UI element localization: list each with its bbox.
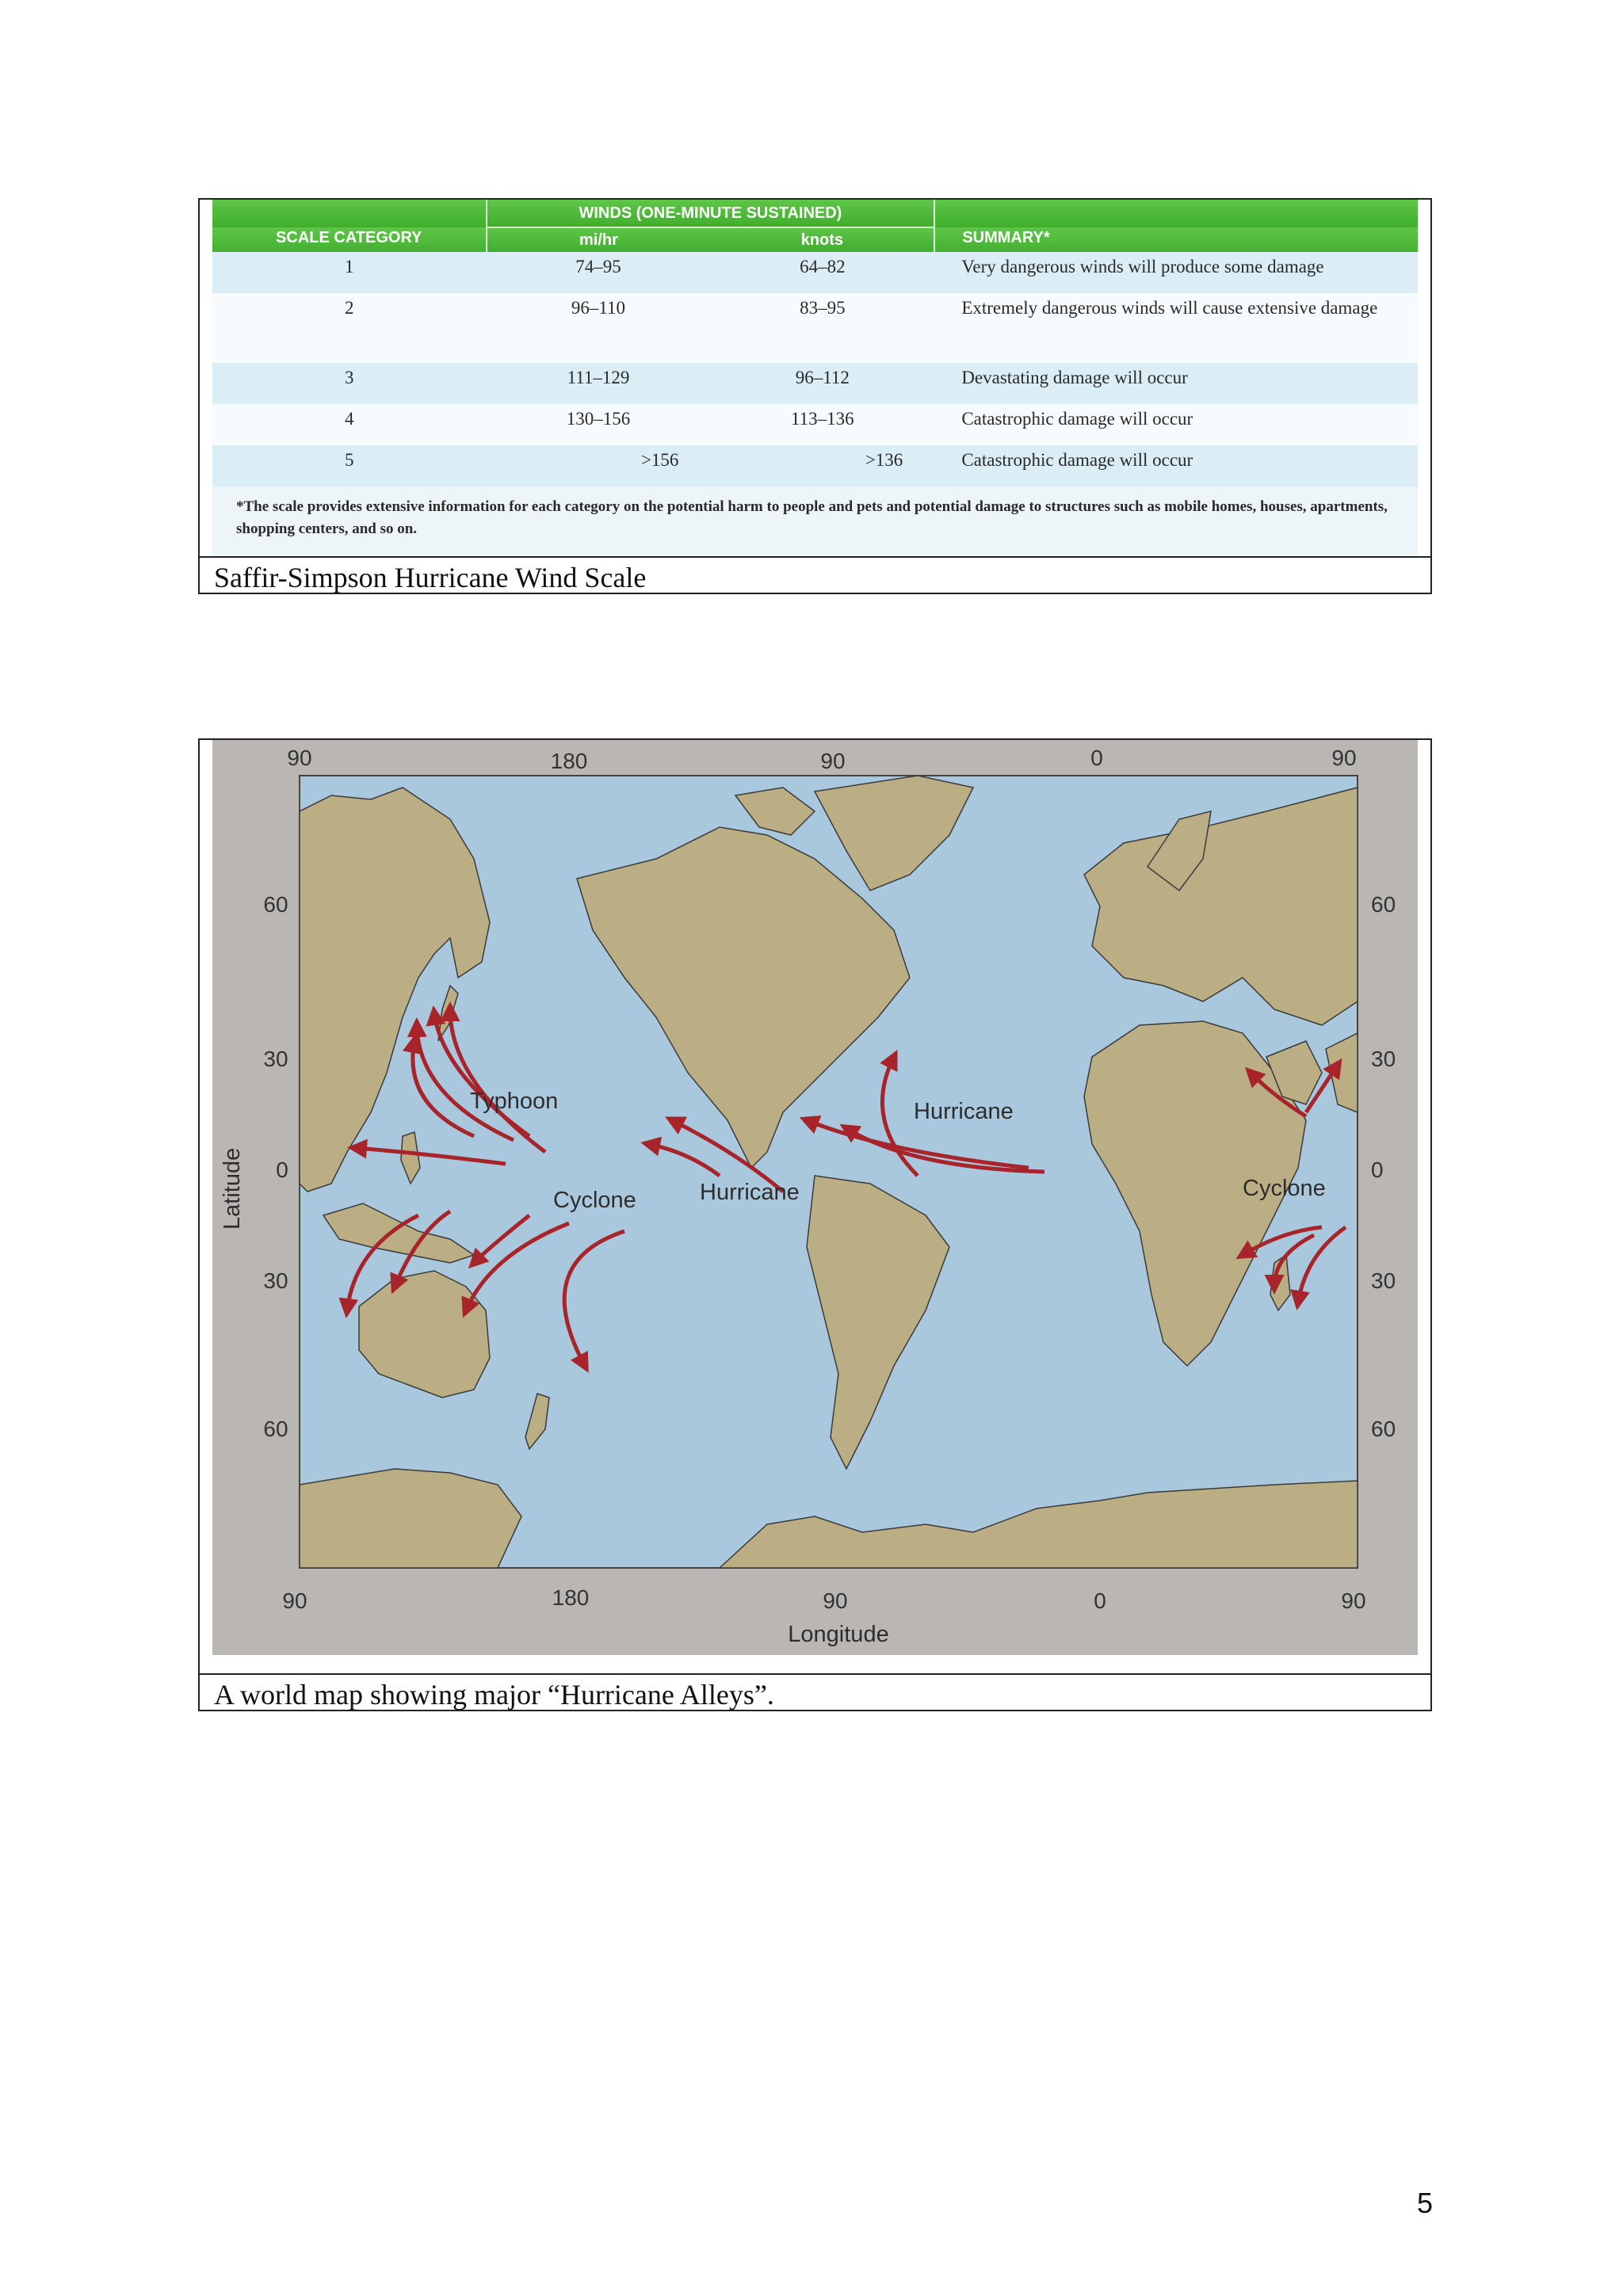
header-winds: WINDS (ONE-MINUTE SUSTAINED): [487, 200, 935, 227]
top-axis-tick: 90: [287, 746, 312, 770]
top-axis-tick: 180: [550, 749, 588, 773]
category-cell: 2: [212, 293, 487, 363]
table-footnote: *The scale provides extensive information for each category on the potential harm to people and pets and potential damage to structures such as mobile homes, houses, apartments, shopping centers, and so on.: [236, 498, 1388, 537]
bottom-axis-tick: 90: [823, 1589, 848, 1613]
bottom-axis-tick: 90: [282, 1589, 307, 1613]
table-caption: Saffir-Simpson Hurricane Wind Scale: [200, 556, 1430, 593]
latitude-axis-label: Latitude: [220, 1147, 245, 1230]
bottom-axis-tick: 0: [1094, 1589, 1106, 1613]
header-scale-category: SCALE CATEGORY: [212, 200, 487, 252]
wind-scale-table-photo: [212, 200, 1418, 558]
cyclone-west-label: Cyclone: [553, 1188, 636, 1213]
map-caption: A world map showing major “Hurricane Alleys”.: [200, 1673, 1430, 1710]
summary-cell: Devastating damage will occur: [934, 363, 1418, 404]
right-axis-tick: 60: [1371, 1417, 1396, 1441]
summary-cell: Extremely dangerous winds will cause extensive damage: [934, 293, 1418, 363]
page-number: 5: [1417, 2187, 1434, 2219]
table-row: [212, 293, 1418, 363]
header-mph: mi/hr: [579, 231, 618, 249]
mph-cell: 111–129: [487, 363, 711, 404]
right-axis-tick: 30: [1371, 1047, 1396, 1071]
right-axis-tick: 30: [1371, 1268, 1396, 1293]
mph-cell: 74–95: [487, 252, 711, 293]
hurricane-pacific-label: Hurricane: [700, 1180, 800, 1205]
summary-cell: Catastrophic damage will occur: [934, 445, 1418, 486]
hurricane-map-photo: [212, 740, 1418, 1655]
top-axis-tick: 90: [820, 749, 846, 773]
knots-cell: 83–95: [710, 293, 934, 363]
wind-scale-table: [212, 200, 1418, 486]
header-knots: knots: [710, 227, 934, 252]
summary-cell: Very dangerous winds will produce some damage: [934, 252, 1418, 293]
category-cell: 4: [212, 404, 487, 445]
top-axis-tick: 90: [1331, 746, 1357, 770]
category-cell: 1: [212, 252, 487, 293]
category-cell: 5: [212, 445, 487, 486]
left-axis-tick: 30: [263, 1047, 288, 1071]
wind-scale-figure: [198, 198, 1432, 594]
right-axis-tick: 60: [1371, 892, 1396, 917]
table-row: [212, 404, 1418, 445]
longitude-axis-label: Longitude: [788, 1622, 889, 1647]
left-axis-tick: 30: [263, 1268, 288, 1293]
left-axis-tick: 60: [263, 1417, 288, 1441]
mph-cell: 130–156: [487, 404, 711, 445]
knots-cell: 64–82: [710, 252, 934, 293]
category-cell: 3: [212, 363, 487, 404]
table-row: [212, 445, 1418, 486]
header-summary: SUMMARY*: [962, 229, 1050, 246]
knots-cell: 113–136: [710, 404, 934, 445]
mph-cell: 96–110: [487, 293, 711, 363]
table-header-row: [212, 200, 1418, 227]
world-map: [212, 740, 1418, 1655]
antarctica-west-landmass: [300, 1469, 521, 1568]
hurricane-atlantic-label: Hurricane: [914, 1099, 1014, 1124]
left-axis-tick: 0: [276, 1158, 288, 1182]
cyclone-east-label: Cyclone: [1243, 1176, 1326, 1201]
typhoon-label: Typhoon: [470, 1089, 559, 1114]
table-row: [212, 252, 1418, 293]
table-row: [212, 363, 1418, 404]
right-axis-tick: 0: [1371, 1158, 1384, 1182]
top-axis-tick: 0: [1090, 746, 1103, 770]
bottom-axis-tick: 180: [552, 1585, 590, 1610]
knots-cell: 96–112: [710, 363, 934, 404]
mph-cell: >156: [487, 445, 711, 486]
bottom-axis-tick: 90: [1341, 1589, 1366, 1613]
knots-cell: >136: [710, 445, 934, 486]
summary-cell: Catastrophic damage will occur: [934, 404, 1418, 445]
hurricane-map-figure: [198, 738, 1432, 1711]
left-axis-tick: 60: [263, 892, 288, 917]
